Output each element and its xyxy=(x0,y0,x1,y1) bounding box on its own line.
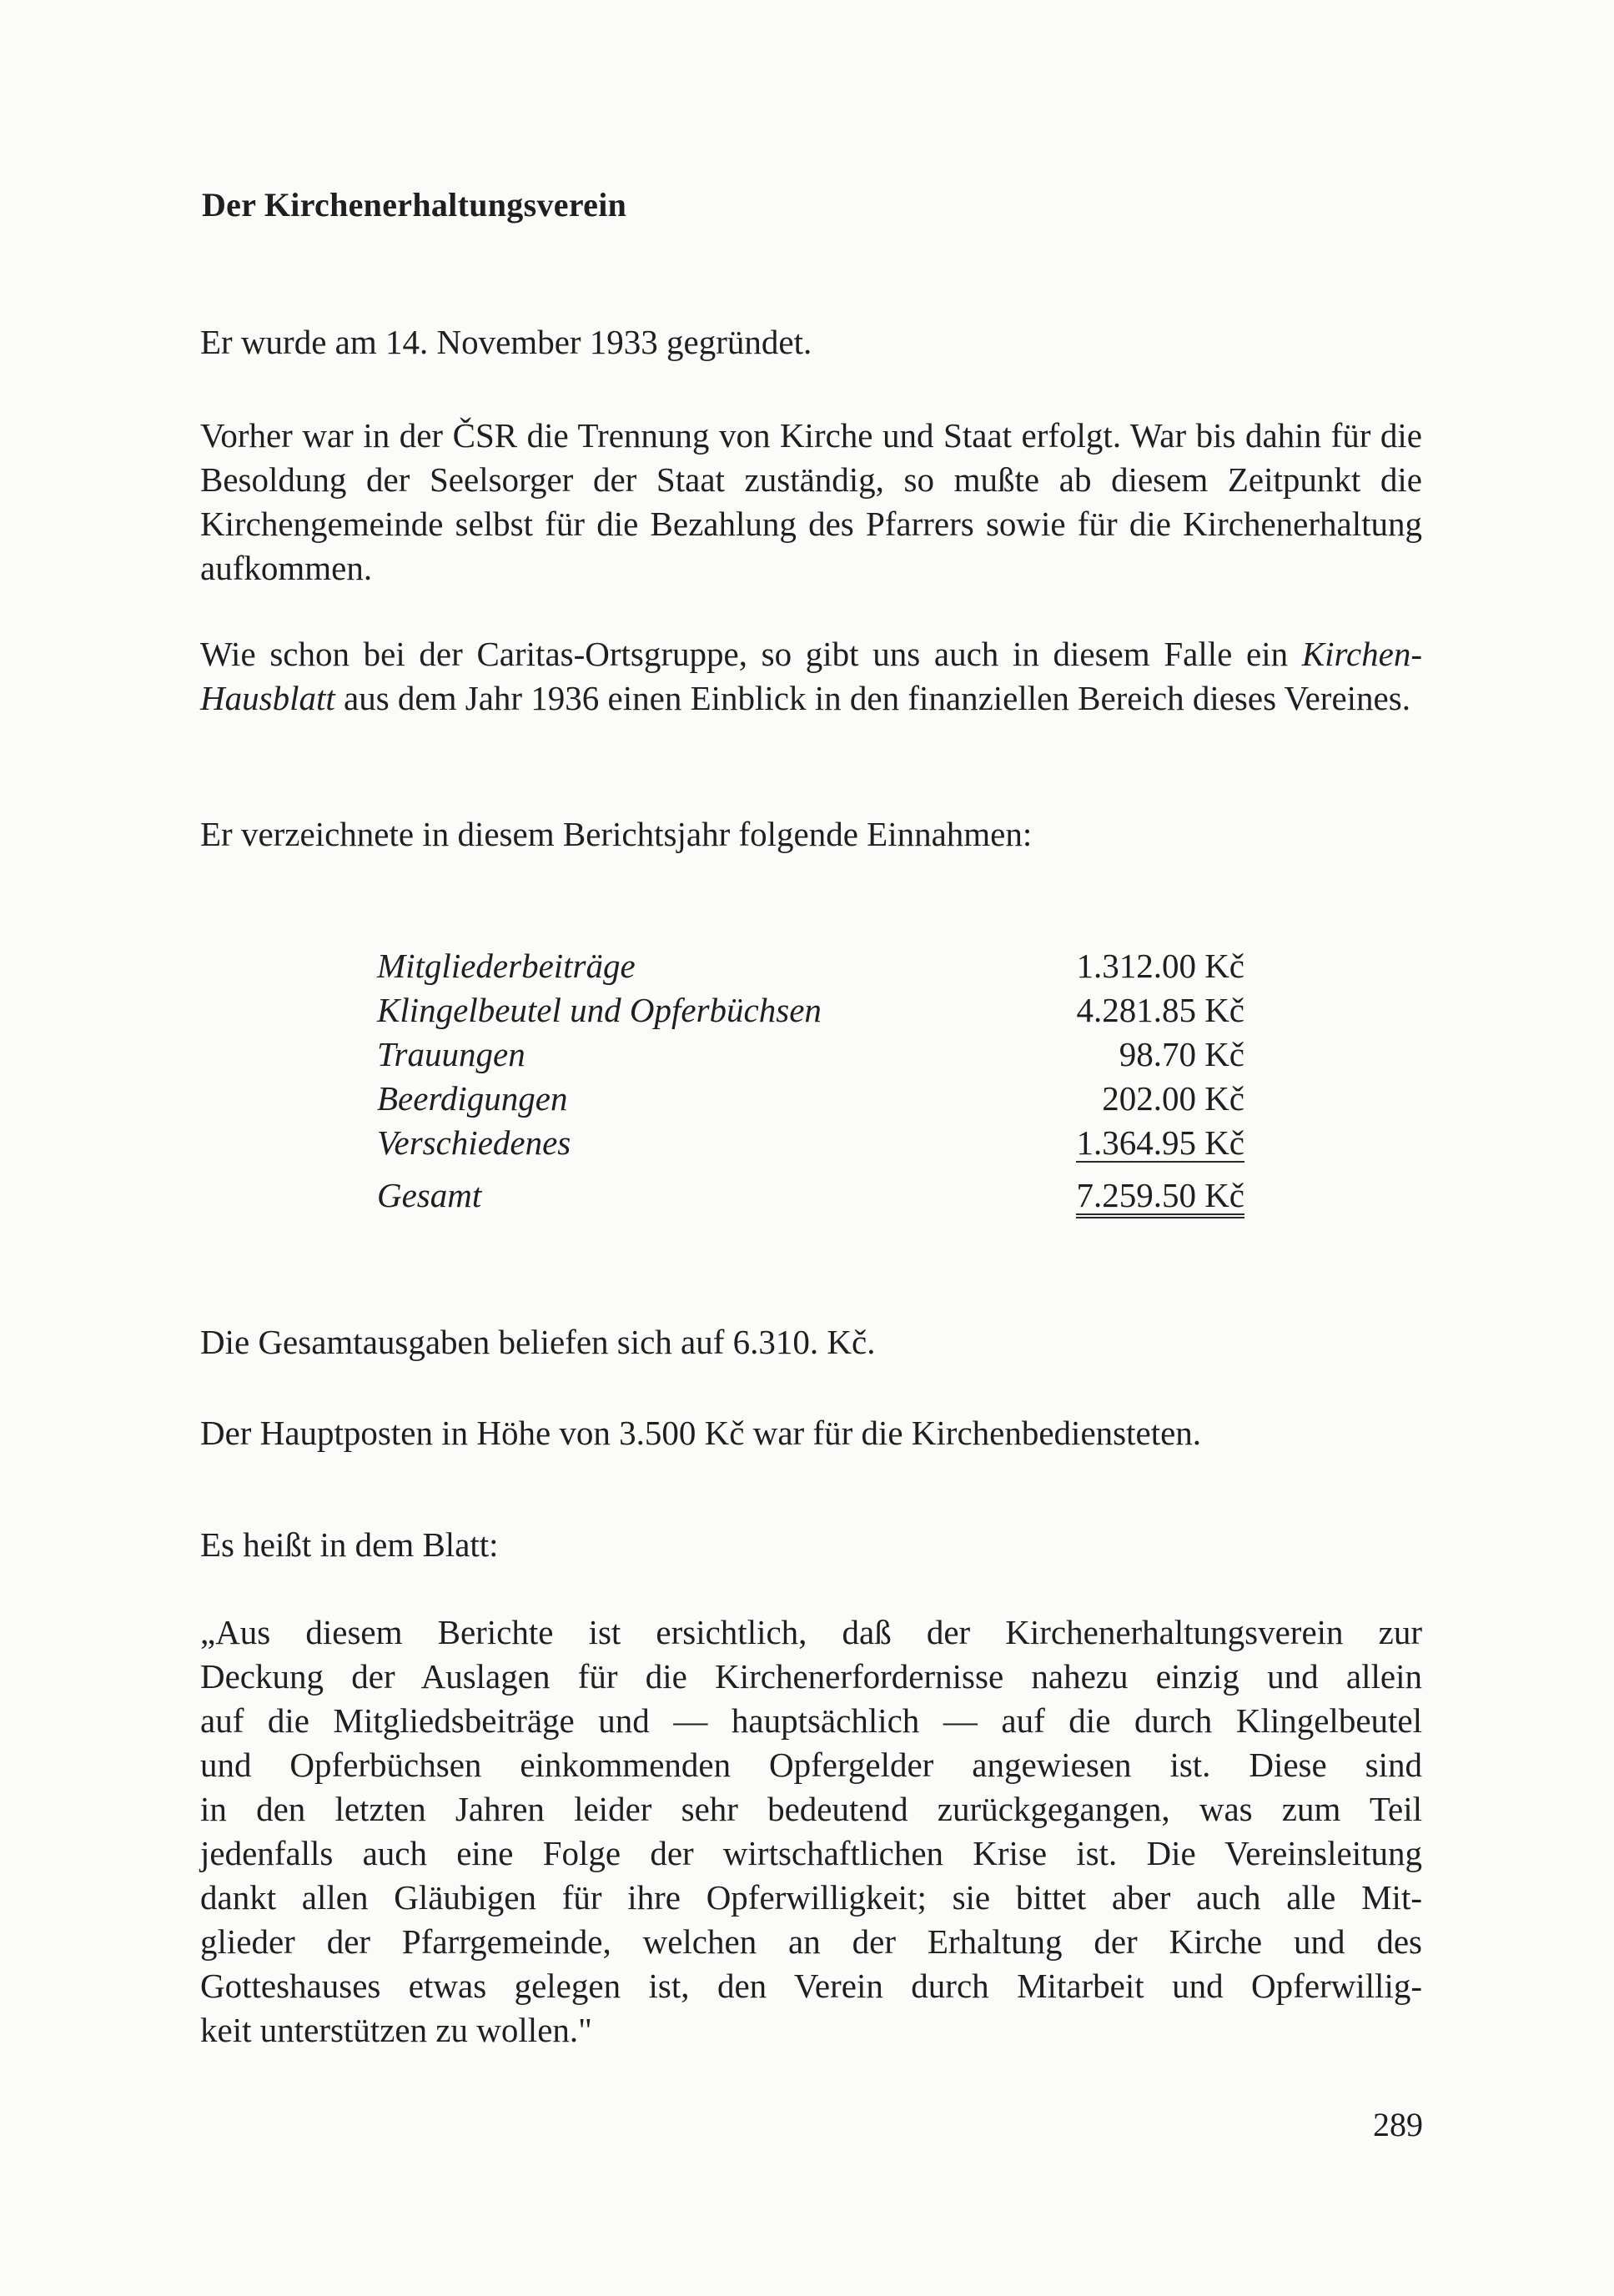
quote-paragraph xyxy=(200,1610,1422,2052)
income-total-row xyxy=(377,1165,1244,1218)
income-amount-cell xyxy=(1007,1121,1244,1165)
insight-text-after: aus dem Jahr 1936 einen Einblick in den finanziellen Bereich dieses Vereines. xyxy=(334,679,1410,717)
income-row xyxy=(377,944,1244,988)
income-total-label: Gesamt xyxy=(377,1176,482,1214)
income-total-amount: 7.259.50 Kč xyxy=(1076,1177,1244,1218)
quote-line: auf die Mitgliedsbeiträge und — hauptsächlich — auf die durch Klingelbeutel xyxy=(200,1701,1422,1740)
income-row xyxy=(377,988,1244,1032)
income-label: Verschiedenes xyxy=(377,1123,571,1162)
page-number: 289 xyxy=(1373,2106,1423,2143)
insight-source-title: Kirchen-Hausblatt xyxy=(200,635,1422,717)
income-label: Trauungen xyxy=(377,1035,525,1073)
income-label: Beerdigungen xyxy=(377,1079,568,1118)
income-row xyxy=(377,1032,1244,1077)
income-row xyxy=(377,1077,1244,1121)
quote-line: in den letzten Jahren leider sehr bedeutend zurückgegangen, was zum Teil xyxy=(200,1790,1422,1828)
income-amount: 98.70 Kč xyxy=(1119,1035,1244,1073)
founding-paragraph: Er wurde am 14. November 1933 gegründet. xyxy=(200,323,812,361)
income-amount: 1.312.00 Kč xyxy=(1076,947,1244,985)
main-item-paragraph: Der Hauptposten in Höhe von 3.500 Kč war für die Kirchenbediensteten. xyxy=(200,1414,1202,1452)
income-table xyxy=(377,944,1244,1218)
income-amount: 202.00 Kč xyxy=(1102,1079,1244,1118)
quote-line: keit unterstützen zu wollen." xyxy=(200,2011,592,2049)
income-label: Klingelbeutel und Opferbüchsen xyxy=(377,991,822,1029)
quote-line: Deckung der Auslagen für die Kirchenerfordernisse nahezu einzig und allein xyxy=(200,1657,1422,1696)
income-row xyxy=(377,1121,1244,1165)
quote-line: jedenfalls auch eine Folge der wirtschaftlichen Krise ist. Die Vereinsleitung xyxy=(200,1834,1422,1872)
quote-line: glieder der Pfarrgemeinde, welchen an der Erhaltung der Kirche und des xyxy=(200,1922,1422,1961)
quote-intro-paragraph: Es heißt in dem Blatt: xyxy=(200,1525,499,1564)
income-total-amount-cell xyxy=(1007,1165,1244,1218)
quote-line: und Opferbüchsen einkommenden Opfergelder angewiesen ist. Diese sind xyxy=(200,1746,1422,1784)
separation-paragraph: Vorher war in der ČSR die Trennung von Kirche und Staat erfolgt. War bis dahin für die Besoldung der Seelsorger der Staat zuständig, so mußte ab diesem Zeitpunkt die Kirchengemeinde selbst für die Bezahlung des Pfarrers sowie für die Kirchenerhaltung aufkommen. xyxy=(200,416,1422,587)
income-amount: 1.364.95 Kč xyxy=(1076,1123,1244,1162)
insight-paragraph xyxy=(200,632,1422,721)
section-heading: Der Kirchenerhaltungsverein xyxy=(202,186,627,224)
quote-line: dankt allen Gläubigen für ihre Opferwilligkeit; sie bittet aber auch alle Mit- xyxy=(200,1878,1422,1917)
income-label: Mitgliederbeiträge xyxy=(377,947,636,985)
income-amount: 4.281.85 Kč xyxy=(1076,991,1244,1029)
quote-line: Gotteshauses etwas gelegen ist, den Verein durch Mitarbeit und Opferwillig- xyxy=(200,1967,1422,2005)
expenses-paragraph: Die Gesamtausgaben beliefen sich auf 6.310. Kč. xyxy=(200,1323,876,1361)
insight-text-before: Wie schon bei der Caritas-Ortsgruppe, so gibt uns auch in diesem Falle ein xyxy=(200,635,1302,673)
income-intro-paragraph: Er verzeichnete in diesem Berichtsjahr folgende Einnahmen: xyxy=(200,815,1033,853)
quote-line: „Aus diesem Berichte ist ersichtlich, daß der Kirchenerhaltungsverein zur xyxy=(200,1613,1422,1651)
